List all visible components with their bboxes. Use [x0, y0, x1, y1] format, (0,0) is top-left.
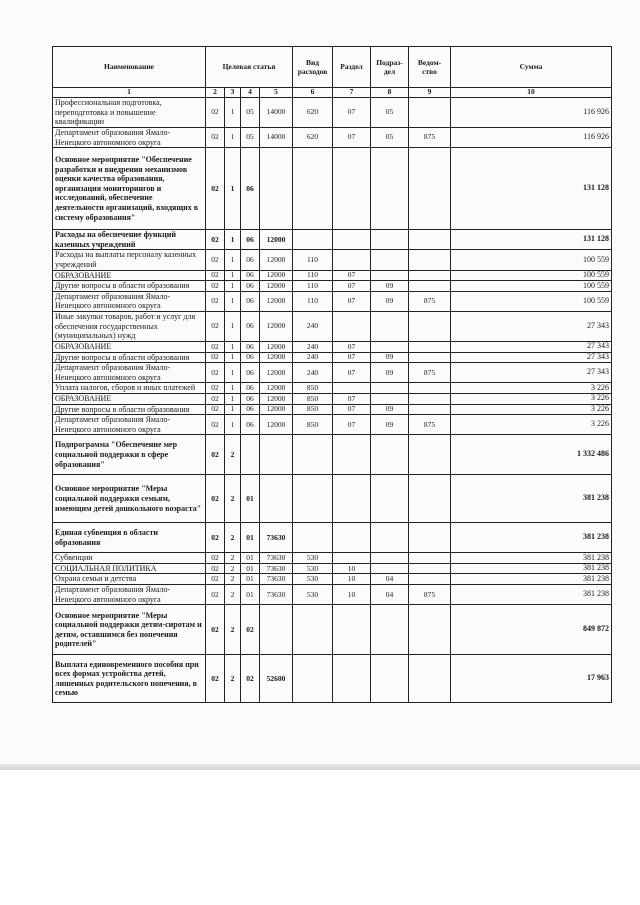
- expense-type-code: [293, 523, 333, 553]
- department-code: [409, 230, 451, 250]
- table-row: [53, 435, 612, 475]
- row-name: Другие вопросы в области образования: [53, 281, 206, 292]
- row-name: Выплата единовременного пособия при всех формах устройства детей, лишенных родительского попечения, в семью: [53, 655, 206, 703]
- target-code-program: 02: [206, 311, 225, 341]
- department-code: [409, 553, 451, 564]
- expense-type-code: 530: [293, 585, 333, 605]
- table-body: [53, 98, 612, 703]
- table-row: [53, 475, 612, 523]
- target-code-subprogram: 1: [225, 393, 241, 404]
- department-code: 875: [409, 415, 451, 435]
- section-code: 07: [333, 363, 371, 383]
- target-code-subprogram: 1: [225, 230, 241, 250]
- section-code: 07: [333, 128, 371, 148]
- target-code-subprogram: 1: [225, 270, 241, 281]
- department-code: 875: [409, 128, 451, 148]
- header-name: Наименование: [53, 47, 206, 88]
- target-code-event: 06: [241, 270, 260, 281]
- target-code-direction: 12000: [260, 311, 293, 341]
- target-code-event: 01: [241, 523, 260, 553]
- row-name: Единая субвенция в области образования: [53, 523, 206, 553]
- row-sum: 27 343: [451, 311, 612, 341]
- expense-type-code: 110: [293, 250, 333, 270]
- row-sum: 100 559: [451, 250, 612, 270]
- expense-type-code: [293, 148, 333, 230]
- row-sum: 3 226: [451, 415, 612, 435]
- target-code-event: 06: [241, 363, 260, 383]
- column-number: 4: [241, 88, 260, 98]
- expense-type-code: 110: [293, 281, 333, 292]
- section-code: 07: [333, 270, 371, 281]
- expense-type-code: 850: [293, 383, 333, 394]
- row-sum: 381 238: [451, 523, 612, 553]
- target-code-program: 02: [206, 435, 225, 475]
- target-code-direction: 12000: [260, 404, 293, 415]
- row-name: ОБРАЗОВАНИЕ: [53, 393, 206, 404]
- table-row: [53, 352, 612, 363]
- row-sum: 3 226: [451, 383, 612, 394]
- section-code: [333, 311, 371, 341]
- section-code: [333, 553, 371, 564]
- department-code: [409, 383, 451, 394]
- row-name: Подпрограмма "Обеспечение мер социальной поддержки в сфере образования": [53, 435, 206, 475]
- table-row: [53, 605, 612, 655]
- row-sum: 849 872: [451, 605, 612, 655]
- target-code-event: 06: [241, 341, 260, 352]
- target-code-program: 02: [206, 148, 225, 230]
- expense-type-code: 240: [293, 363, 333, 383]
- department-code: [409, 341, 451, 352]
- target-code-subprogram: 2: [225, 605, 241, 655]
- target-code-subprogram: 2: [225, 585, 241, 605]
- target-code-direction: 14000: [260, 98, 293, 128]
- row-name: ОБРАЗОВАНИЕ: [53, 270, 206, 281]
- department-code: [409, 250, 451, 270]
- subsection-code: [371, 553, 409, 564]
- column-number: 6: [293, 88, 333, 98]
- section-code: 07: [333, 415, 371, 435]
- subsection-code: [371, 311, 409, 341]
- target-code-subprogram: 1: [225, 383, 241, 394]
- table-row: [53, 553, 612, 564]
- table-row: [53, 341, 612, 352]
- target-code-direction: 12000: [260, 291, 293, 311]
- column-number: 3: [225, 88, 241, 98]
- column-number-row: [53, 88, 612, 98]
- target-code-direction: [260, 475, 293, 523]
- target-code-program: 02: [206, 383, 225, 394]
- department-code: [409, 98, 451, 128]
- target-code-subprogram: 1: [225, 415, 241, 435]
- department-code: [409, 605, 451, 655]
- column-number: 5: [260, 88, 293, 98]
- table-row: [53, 523, 612, 553]
- section-code: [333, 655, 371, 703]
- row-sum: 100 559: [451, 281, 612, 292]
- expense-type-code: 530: [293, 574, 333, 585]
- subsection-code: [371, 523, 409, 553]
- header-expense-type: Вид расходов: [293, 47, 333, 88]
- target-code-subprogram: 1: [225, 98, 241, 128]
- target-code-event: 01: [241, 574, 260, 585]
- table-row: [53, 230, 612, 250]
- table-row: [53, 404, 612, 415]
- row-sum: 381 238: [451, 574, 612, 585]
- target-code-direction: 73630: [260, 563, 293, 574]
- target-code-program: 02: [206, 585, 225, 605]
- target-code-program: 02: [206, 475, 225, 523]
- table-row: [53, 383, 612, 394]
- subsection-code: 04: [371, 585, 409, 605]
- row-sum: 3 226: [451, 393, 612, 404]
- header-department: Ведом-ство: [409, 47, 451, 88]
- section-code: 10: [333, 585, 371, 605]
- target-code-event: 06: [241, 148, 260, 230]
- section-code: 10: [333, 574, 371, 585]
- row-name: Расходы на выплаты персоналу казенных учреждений: [53, 250, 206, 270]
- target-code-program: 02: [206, 523, 225, 553]
- subsection-code: [371, 383, 409, 394]
- target-code-event: 01: [241, 553, 260, 564]
- row-name: СОЦИАЛЬНАЯ ПОЛИТИКА: [53, 563, 206, 574]
- target-code-program: 02: [206, 393, 225, 404]
- target-code-subprogram: 1: [225, 291, 241, 311]
- target-code-program: 02: [206, 98, 225, 128]
- column-number: 10: [451, 88, 612, 98]
- target-code-event: 06: [241, 250, 260, 270]
- section-code: 07: [333, 352, 371, 363]
- expense-type-code: 110: [293, 270, 333, 281]
- column-number: 8: [371, 88, 409, 98]
- subsection-code: [371, 563, 409, 574]
- row-sum: 131 128: [451, 230, 612, 250]
- table-row: [53, 563, 612, 574]
- department-code: [409, 563, 451, 574]
- subsection-code: [371, 230, 409, 250]
- target-code-event: 06: [241, 415, 260, 435]
- target-code-direction: 12000: [260, 250, 293, 270]
- row-name: Основное мероприятие "Обеспечение разработки и внедрения механизмов оценки качества образования, организация мониторингов и исследований, обеспечение деятельности организаций, входящих в систему образования": [53, 148, 206, 230]
- table-row: [53, 415, 612, 435]
- section-code: [333, 383, 371, 394]
- department-code: [409, 270, 451, 281]
- column-number: 9: [409, 88, 451, 98]
- subsection-code: 09: [371, 363, 409, 383]
- target-code-direction: 73630: [260, 523, 293, 553]
- expense-type-code: [293, 435, 333, 475]
- target-code-event: 06: [241, 311, 260, 341]
- header-sum: Сумма: [451, 47, 612, 88]
- expense-type-code: 620: [293, 98, 333, 128]
- row-sum: 381 238: [451, 553, 612, 564]
- department-code: [409, 475, 451, 523]
- section-code: [333, 148, 371, 230]
- department-code: [409, 148, 451, 230]
- target-code-program: 02: [206, 563, 225, 574]
- expense-type-code: [293, 230, 333, 250]
- target-code-event: 01: [241, 563, 260, 574]
- target-code-program: 02: [206, 128, 225, 148]
- department-code: [409, 523, 451, 553]
- target-code-event: 01: [241, 475, 260, 523]
- section-code: 07: [333, 393, 371, 404]
- row-name: Охрана семьи и детства: [53, 574, 206, 585]
- department-code: [409, 574, 451, 585]
- target-code-direction: 73630: [260, 553, 293, 564]
- subsection-code: [371, 475, 409, 523]
- row-sum: 3 226: [451, 404, 612, 415]
- target-code-program: 02: [206, 553, 225, 564]
- department-code: [409, 311, 451, 341]
- subsection-code: [371, 270, 409, 281]
- header-section: Раздел: [333, 47, 371, 88]
- department-code: 875: [409, 585, 451, 605]
- target-code-direction: 12000: [260, 341, 293, 352]
- section-code: 07: [333, 404, 371, 415]
- target-code-direction: 12000: [260, 230, 293, 250]
- section-code: [333, 523, 371, 553]
- row-name: Другие вопросы в области образования: [53, 352, 206, 363]
- column-number: 1: [53, 88, 206, 98]
- row-name: Другие вопросы в области образования: [53, 404, 206, 415]
- subsection-code: [371, 655, 409, 703]
- target-code-subprogram: 2: [225, 553, 241, 564]
- subsection-code: 05: [371, 98, 409, 128]
- target-code-subprogram: 2: [225, 563, 241, 574]
- subsection-code: [371, 393, 409, 404]
- table-row: [53, 291, 612, 311]
- subsection-code: 09: [371, 352, 409, 363]
- column-number: 2: [206, 88, 225, 98]
- row-name: Департамент образования Ямало-Ненецкого автономного округа: [53, 363, 206, 383]
- target-code-program: 02: [206, 270, 225, 281]
- row-name: Департамент образования Ямало-Ненецкого автономного округа: [53, 585, 206, 605]
- row-name: Иные закупки товаров, работ и услуг для обеспечения государственных (муниципальных) нужд: [53, 311, 206, 341]
- target-code-direction: 12000: [260, 383, 293, 394]
- department-code: [409, 393, 451, 404]
- expense-type-code: 530: [293, 553, 333, 564]
- expense-type-code: 110: [293, 291, 333, 311]
- target-code-direction: 12000: [260, 270, 293, 281]
- target-code-direction: 73630: [260, 574, 293, 585]
- row-sum: 381 238: [451, 585, 612, 605]
- target-code-program: 02: [206, 655, 225, 703]
- target-code-program: 02: [206, 341, 225, 352]
- target-code-subprogram: 1: [225, 281, 241, 292]
- target-code-event: 06: [241, 383, 260, 394]
- subsection-code: [371, 341, 409, 352]
- section-code: 07: [333, 341, 371, 352]
- target-code-event: 06: [241, 281, 260, 292]
- target-code-subprogram: 2: [225, 655, 241, 703]
- target-code-event: 06: [241, 404, 260, 415]
- row-sum: 17 963: [451, 655, 612, 703]
- expense-type-code: 850: [293, 404, 333, 415]
- table-row: [53, 250, 612, 270]
- target-code-subprogram: 1: [225, 148, 241, 230]
- subsection-code: [371, 250, 409, 270]
- department-code: [409, 435, 451, 475]
- target-code-direction: 12000: [260, 393, 293, 404]
- expense-type-code: 240: [293, 311, 333, 341]
- section-code: [333, 605, 371, 655]
- row-sum: 100 559: [451, 291, 612, 311]
- section-code: 10: [333, 563, 371, 574]
- section-code: 07: [333, 98, 371, 128]
- target-code-program: 02: [206, 415, 225, 435]
- row-sum: 381 238: [451, 475, 612, 523]
- section-code: [333, 475, 371, 523]
- row-name: Уплата налогов, сборов и иных платежей: [53, 383, 206, 394]
- target-code-program: 02: [206, 291, 225, 311]
- subsection-code: 04: [371, 574, 409, 585]
- target-code-event: 06: [241, 230, 260, 250]
- subsection-code: 09: [371, 281, 409, 292]
- target-code-direction: 73630: [260, 585, 293, 605]
- target-code-program: 02: [206, 404, 225, 415]
- row-sum: 27 343: [451, 352, 612, 363]
- department-code: [409, 655, 451, 703]
- target-code-subprogram: 1: [225, 250, 241, 270]
- header-subsection: Подраз-дел: [371, 47, 409, 88]
- target-code-direction: 12000: [260, 363, 293, 383]
- target-code-direction: [260, 148, 293, 230]
- table-row: [53, 270, 612, 281]
- target-code-event: [241, 435, 260, 475]
- expense-type-code: 850: [293, 393, 333, 404]
- target-code-program: 02: [206, 352, 225, 363]
- table-row: [53, 363, 612, 383]
- table-row: [53, 311, 612, 341]
- budget-table: [52, 46, 612, 703]
- target-code-subprogram: 2: [225, 475, 241, 523]
- target-code-program: 02: [206, 363, 225, 383]
- table-row: [53, 393, 612, 404]
- expense-type-code: 850: [293, 415, 333, 435]
- expense-type-code: [293, 605, 333, 655]
- target-code-event: 02: [241, 655, 260, 703]
- header-target-article: Целевая статья: [206, 47, 293, 88]
- section-code: [333, 435, 371, 475]
- table-row: [53, 98, 612, 128]
- target-code-subprogram: 2: [225, 523, 241, 553]
- target-code-direction: [260, 435, 293, 475]
- department-code: [409, 281, 451, 292]
- target-code-subprogram: 1: [225, 352, 241, 363]
- target-code-program: 02: [206, 250, 225, 270]
- target-code-event: 06: [241, 291, 260, 311]
- row-sum: 100 559: [451, 270, 612, 281]
- row-sum: 116 926: [451, 98, 612, 128]
- subsection-code: [371, 435, 409, 475]
- target-code-subprogram: 1: [225, 363, 241, 383]
- subsection-code: 09: [371, 291, 409, 311]
- target-code-program: 02: [206, 605, 225, 655]
- target-code-subprogram: 1: [225, 404, 241, 415]
- target-code-event: 05: [241, 128, 260, 148]
- target-code-direction: 14000: [260, 128, 293, 148]
- subsection-code: 09: [371, 404, 409, 415]
- row-name: Основное мероприятие "Меры социальной поддержки детям-сиротам и детям, оставшимся без попечения родителей": [53, 605, 206, 655]
- target-code-event: 05: [241, 98, 260, 128]
- table-row: [53, 574, 612, 585]
- subsection-code: [371, 605, 409, 655]
- row-sum: 116 926: [451, 128, 612, 148]
- department-code: 875: [409, 363, 451, 383]
- department-code: 875: [409, 291, 451, 311]
- target-code-event: 06: [241, 352, 260, 363]
- department-code: [409, 352, 451, 363]
- row-name: Департамент образования Ямало-Ненецкого автономного округа: [53, 415, 206, 435]
- subsection-code: 05: [371, 128, 409, 148]
- target-code-subprogram: 2: [225, 435, 241, 475]
- expense-type-code: 240: [293, 352, 333, 363]
- target-code-event: 02: [241, 605, 260, 655]
- row-name: Основное мероприятие "Меры социальной поддержки семьям, имеющим детей дошкольного возраста": [53, 475, 206, 523]
- expense-type-code: 240: [293, 341, 333, 352]
- row-name: Департамент образования Ямало-Ненецкого автономного округа: [53, 128, 206, 148]
- table-row: [53, 281, 612, 292]
- header-row: [53, 47, 612, 88]
- section-code: 07: [333, 291, 371, 311]
- target-code-direction: [260, 605, 293, 655]
- table-row: [53, 128, 612, 148]
- target-code-direction: 12000: [260, 415, 293, 435]
- target-code-direction: 52600: [260, 655, 293, 703]
- row-sum: 131 128: [451, 148, 612, 230]
- target-code-direction: 12000: [260, 352, 293, 363]
- target-code-subprogram: 1: [225, 128, 241, 148]
- row-name: Профессиональная подготовка, переподготовка и повышение квалификации: [53, 98, 206, 128]
- target-code-program: 02: [206, 574, 225, 585]
- row-name: ОБРАЗОВАНИЕ: [53, 341, 206, 352]
- expense-type-code: [293, 475, 333, 523]
- table-row: [53, 655, 612, 703]
- table-row: [53, 148, 612, 230]
- target-code-event: 06: [241, 393, 260, 404]
- department-code: [409, 404, 451, 415]
- section-code: [333, 250, 371, 270]
- section-code: [333, 230, 371, 250]
- column-number: 7: [333, 88, 371, 98]
- target-code-subprogram: 1: [225, 341, 241, 352]
- row-sum: 381 238: [451, 563, 612, 574]
- expense-type-code: 620: [293, 128, 333, 148]
- target-code-subprogram: 1: [225, 311, 241, 341]
- target-code-program: 02: [206, 281, 225, 292]
- subsection-code: [371, 148, 409, 230]
- expense-type-code: 530: [293, 563, 333, 574]
- expense-type-code: [293, 655, 333, 703]
- target-code-subprogram: 2: [225, 574, 241, 585]
- section-code: 07: [333, 281, 371, 292]
- row-sum: 1 332 486: [451, 435, 612, 475]
- target-code-event: 01: [241, 585, 260, 605]
- row-sum: 27 343: [451, 341, 612, 352]
- row-name: Субвенции: [53, 553, 206, 564]
- row-sum: 27 343: [451, 363, 612, 383]
- target-code-program: 02: [206, 230, 225, 250]
- row-name: Расходы на обеспечение функций казенных учреждений: [53, 230, 206, 250]
- table-row: [53, 585, 612, 605]
- target-code-direction: 12000: [260, 281, 293, 292]
- subsection-code: 09: [371, 415, 409, 435]
- row-name: Департамент образования Ямало-Ненецкого автономного округа: [53, 291, 206, 311]
